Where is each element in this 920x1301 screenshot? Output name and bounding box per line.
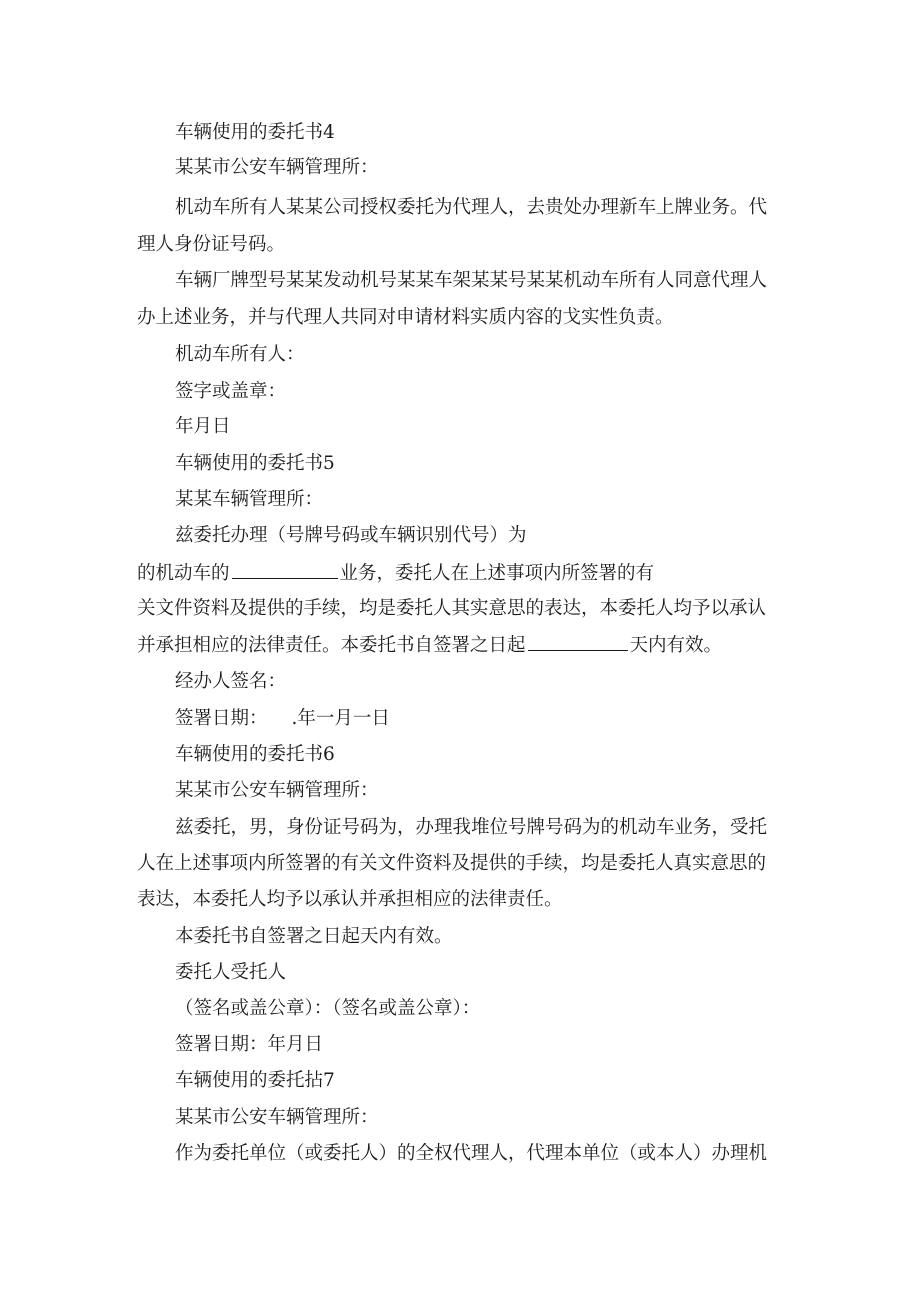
paragraph-line: 人在上述事项内所签署的有关文件资料及提供的手续，均是委托人真实意思的 [137, 853, 767, 874]
sign-date-line [175, 706, 390, 732]
paragraph-line-with-blank [137, 560, 654, 586]
heading-6: 车辆使用的委托书6 [175, 744, 335, 765]
paragraph-line: 兹委托办理（号牌号码或车辆识别代号）为 [175, 525, 527, 546]
addressee: 某某市公安车辆管理所： [175, 1107, 379, 1128]
paragraph-line: 关文件资料及提供的手续，均是委托人其实意思的表达，本委托人均予以承认 [137, 598, 767, 619]
heading-5: 车辆使用的委托书5 [175, 453, 335, 474]
paragraph-line: 表达，本委托人均予以承认并承担相应的法律责任。 [137, 889, 563, 910]
paragraph-line-with-blank [137, 632, 722, 658]
text-segment: 的机动车的 [137, 563, 230, 584]
heading-7: 车辆使用的委托拈7 [175, 1070, 335, 1091]
owner-label: 机动车所有人： [175, 344, 305, 365]
text-segment: 天内有效。 [629, 635, 723, 656]
paragraph-line: 兹委托，男，身份证号码为，办理我堆位号牌号码为的机动车业务，受托 [175, 817, 768, 838]
addressee: 某某车辆管理所： [175, 489, 324, 510]
parties-label: 委托人受托人 [175, 962, 287, 983]
validity-line: 本委托书自签署之日起天内有效。 [175, 926, 453, 947]
text-segment: 并承担相应的法律责任。本委托书自签署之日起 [137, 635, 526, 656]
fill-in-blank [232, 560, 338, 579]
paragraph-line: 机动车所有人某某公司授权委托为代理人，去贵处办理新车上牌业务。代 [175, 197, 768, 218]
paragraph-line: 车辆厂牌型号某某发动机号某某车架某某号某某机动车所有人同意代理人 [175, 270, 768, 291]
sign-date-line: 签署日期：年月日 [175, 1034, 324, 1055]
sign-date-label: 签署日期： [175, 708, 268, 729]
fill-in-blank [528, 632, 628, 651]
addressee: 某某市公安车辆管理所： [175, 780, 379, 801]
paragraph-line: 作为委托单位（或委托人）的全权代理人，代理本单位（或本人）办理机 [175, 1143, 768, 1164]
paragraph-line: 理人身份证号码。 [137, 234, 286, 255]
date-label: 年月日 [175, 416, 231, 437]
heading-4: 车辆使用的委托书4 [175, 122, 335, 143]
addressee: 某某市公安车辆管理所： [175, 157, 379, 178]
parties-sign-label: （签名或盖公章）：（签名或盖公章）： [175, 998, 481, 1019]
signature-label: 签字或盖章： [175, 381, 287, 402]
text-segment: 业务，委托人在上述事项内所签署的有 [339, 563, 655, 584]
sign-date-value: .年一月一日 [291, 708, 390, 729]
paragraph-line: 办上述业务，并与代理人共同对申请材料实质内容的戈实性负责。 [137, 307, 674, 328]
handler-signature-label: 经办人签名： [175, 671, 287, 692]
